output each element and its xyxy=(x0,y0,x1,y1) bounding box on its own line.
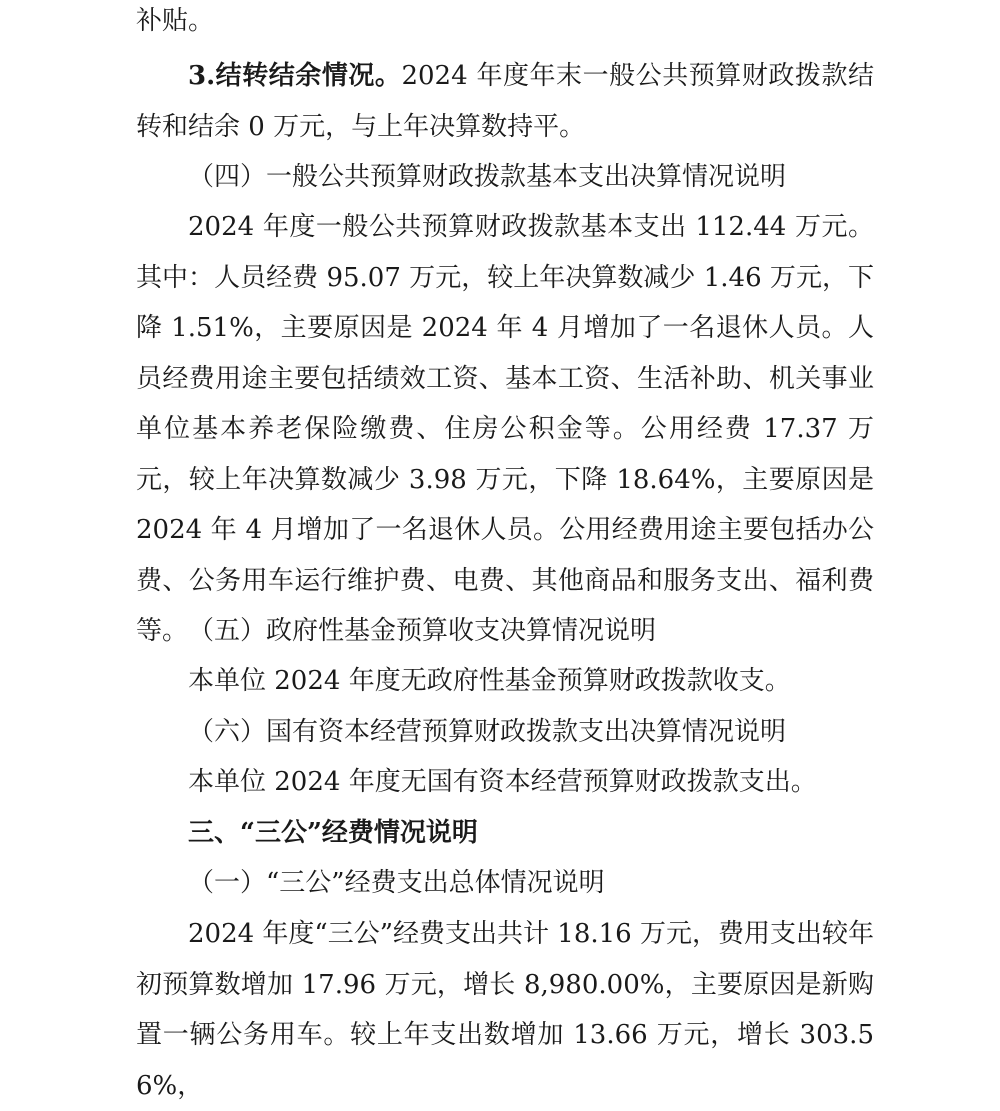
paragraph-government-fund: 本单位 2024 年度无政府性基金预算财政拨款收支。 xyxy=(188,666,791,696)
paragraph-three-public-overview: 2024 年度“三公”经费支出共计 18.16 万元，费用支出较年初预算数增加 17.96 万元，增长 8,980.00%，主要原因是新购置一辆公务用车。较上年支出数增加 13.66 万元，增长 303.56%， xyxy=(136,919,874,1101)
section-heading-three-public: 三、“三公”经费情况说明 xyxy=(188,818,478,848)
section-heading-basic-expenditure: （四）一般公共预算财政拨款基本支出决算情况说明 xyxy=(188,162,787,192)
subsection-heading-three-public-overview: （一）“三公”经费支出总体情况说明 xyxy=(188,868,605,898)
paragraph-carryover xyxy=(136,51,874,152)
paragraph-state-capital: 本单位 2024 年度无国有资本经营预算财政拨款支出。 xyxy=(188,767,817,797)
section-heading-state-capital: （六）国有资本经营预算财政拨款支出决算情况说明 xyxy=(188,717,787,747)
section-heading-government-fund: （五）政府性基金预算收支决算情况说明 xyxy=(188,616,657,646)
paragraph-basic-expenditure: 2024 年度一般公共预算财政拨款基本支出 112.44 万元。其中：人员经费 95.07 万元，较上年决算数减少 1.46 万元，下降 1.51%，主要原因是 2024 年 4 月增加了一名退休人员。人员经费用途主要包括绩效工资、基本工资、生活补助、机关事业单位基本养老保险缴费、住房公积金等。公用经费 17.37 万元，较上年决算数减少 3.98 万元，下降 18.64%，主要原因是 2024 年 4 月增加了一名退休人员。公用经费用途主要包括办公费、公务用车运行维护费、电费、其他商品和服务支出、福利费等。 xyxy=(136,212,874,646)
carryover-text: 2024 年度年末一般公共预算财政拨款结转和结余 0 万元，与上年决算数持平。 xyxy=(136,61,874,142)
carryover-heading: 3.结转结余情况。 xyxy=(188,61,402,91)
paragraph-subsidy-end: 补贴。 xyxy=(136,6,215,36)
